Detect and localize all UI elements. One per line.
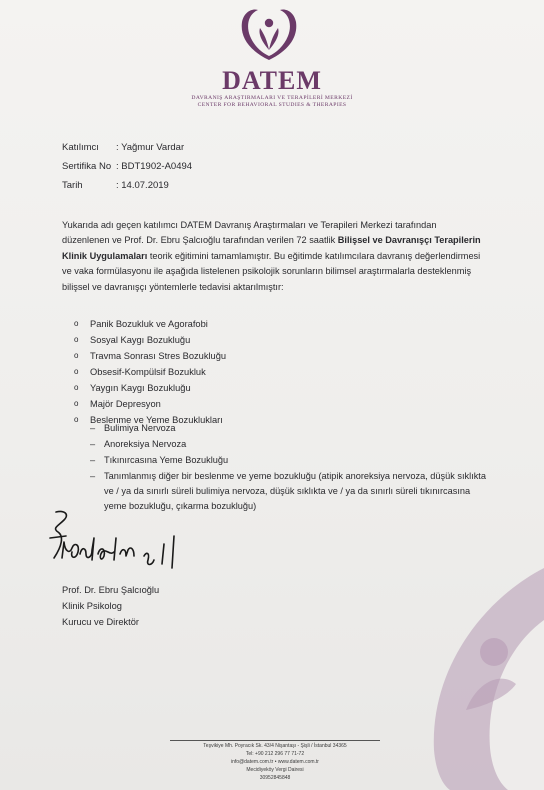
meta-value: : Yağmur Vardar [116, 142, 185, 153]
signer-name: Prof. Dr. Ebru Şalcıoğlu [62, 585, 160, 595]
bullet: o [74, 399, 79, 408]
sublist-item-text: Tanımlanmış diğer bir beslenme ve yeme bozukluğu (atipik anoreksiya nervoza, düşük sıklıkta ve / ya da sınırlı süreli bulimiya nervoza, düşük sıklıkta ve / ya da sınırlı süreli tıkınırcasına yeme bozukluğu, çıkarma bozukluğu) [104, 470, 486, 512]
signer-block [62, 582, 159, 630]
dash: – [90, 471, 96, 481]
bullet: o [74, 335, 79, 344]
sublist-item-text: Anoreksiya Nervoza [104, 438, 187, 449]
dash: – [90, 423, 96, 433]
meta-value: : 14.07.2019 [116, 180, 169, 191]
sublist-item [90, 436, 490, 452]
bullet: o [74, 351, 79, 360]
list-item-text: Sosyal Kaygı Bozukluğu [90, 335, 191, 345]
sublist-item-text: Tıkınırcasına Yeme Bozukluğu [104, 454, 229, 465]
certificate-body [62, 218, 482, 295]
list-item-text: Majör Depresyon [90, 399, 161, 409]
brand-name: DATEM [222, 66, 322, 95]
footer-phone: Tel: +90 212 296 77 71-72 [245, 751, 305, 757]
sublist-item [90, 420, 490, 436]
list-item [74, 348, 226, 364]
footer-divider [170, 740, 380, 741]
sublist-item [90, 452, 490, 468]
brand-subtitle-en: CENTER FOR BEHAVIORAL STUDIES & THERAPIES [197, 102, 347, 108]
footer-web: info@datem.com.tr • www.datem.com.tr [231, 759, 319, 765]
list-item [74, 332, 226, 348]
bullet: o [74, 319, 79, 328]
list-item-text: Obsesif-Kompülsif Bozukluk [90, 367, 206, 377]
meta-label: Katılımcı [62, 142, 99, 153]
list-item-text: Beslenme ve Yeme Bozuklukları [90, 415, 223, 425]
meta-row-participant [62, 138, 192, 157]
meta-row-certificate [62, 157, 192, 176]
body-text: teorik eğitimini tamamlamıştır. Bu eğitimde katılımcılara davranış değerlendirmesi ve vaka formülasyonu ile aşağıda listelenen psikolojik sorunların bilimsel araştırmalarla desteklenmiş bilişsel ve davranışçı yöntemlerle tedavisi aktarılmıştır: [62, 250, 481, 292]
dash: – [90, 455, 96, 465]
handwritten-signature [40, 508, 210, 586]
list-item-text: Yaygın Kaygı Bozukluğu [90, 383, 191, 393]
footer-address: Teşvikiye Mh. Poyracık Sk. 43/4 Nişantaşı - Şişli / İstanbul 34365 [203, 743, 347, 749]
footer-tax-office: Mecidiyeköy Vergi Dairesi [246, 767, 304, 773]
logo-watermark [390, 560, 544, 790]
meta-label: Tarih [62, 180, 83, 191]
disorder-list [74, 316, 226, 428]
signer-role: Kurucu ve Direktör [62, 617, 139, 627]
footer-tax-no: 30952845848 [259, 775, 291, 781]
list-item-text: Panik Bozukluk ve Agorafobi [90, 319, 208, 329]
body-text: Yukarıda adı geçen katılımcı DATEM Davranış Araştırmaları ve Terapileri Merkezi tarafından düzenlenen ve Prof. Dr. Ebru Şalcıoğlu tarafından verilen 72 saatlik [62, 220, 437, 246]
dash: – [90, 439, 96, 449]
eating-disorder-sublist [90, 420, 490, 515]
training-title: Bilişsel ve Davranışçı Terapilerin Klinik Uygulamaları [62, 235, 481, 261]
brand-subtitle-tr: DAVRANIŞ ARAŞTIRMALARI VE TERAPİLERİ MERKEZİ [191, 95, 353, 101]
sublist-item-text: Bulimiya Nervoza [104, 422, 176, 433]
list-item [74, 396, 226, 412]
meta-label: Sertifika No [62, 161, 112, 172]
meta-value: : BDT1902-A0494 [116, 161, 193, 172]
datem-logo-icon [236, 6, 302, 64]
participant-info [62, 138, 192, 195]
bullet: o [74, 367, 79, 376]
list-item-text: Travma Sonrası Stres Bozukluğu [90, 351, 227, 361]
bullet: o [74, 383, 79, 392]
list-item [74, 364, 226, 380]
meta-row-date [62, 176, 192, 195]
footer-contact [150, 742, 400, 782]
list-item [74, 380, 226, 396]
bullet: o [74, 415, 79, 424]
signer-title: Klinik Psikolog [62, 601, 122, 611]
list-item [74, 316, 226, 332]
